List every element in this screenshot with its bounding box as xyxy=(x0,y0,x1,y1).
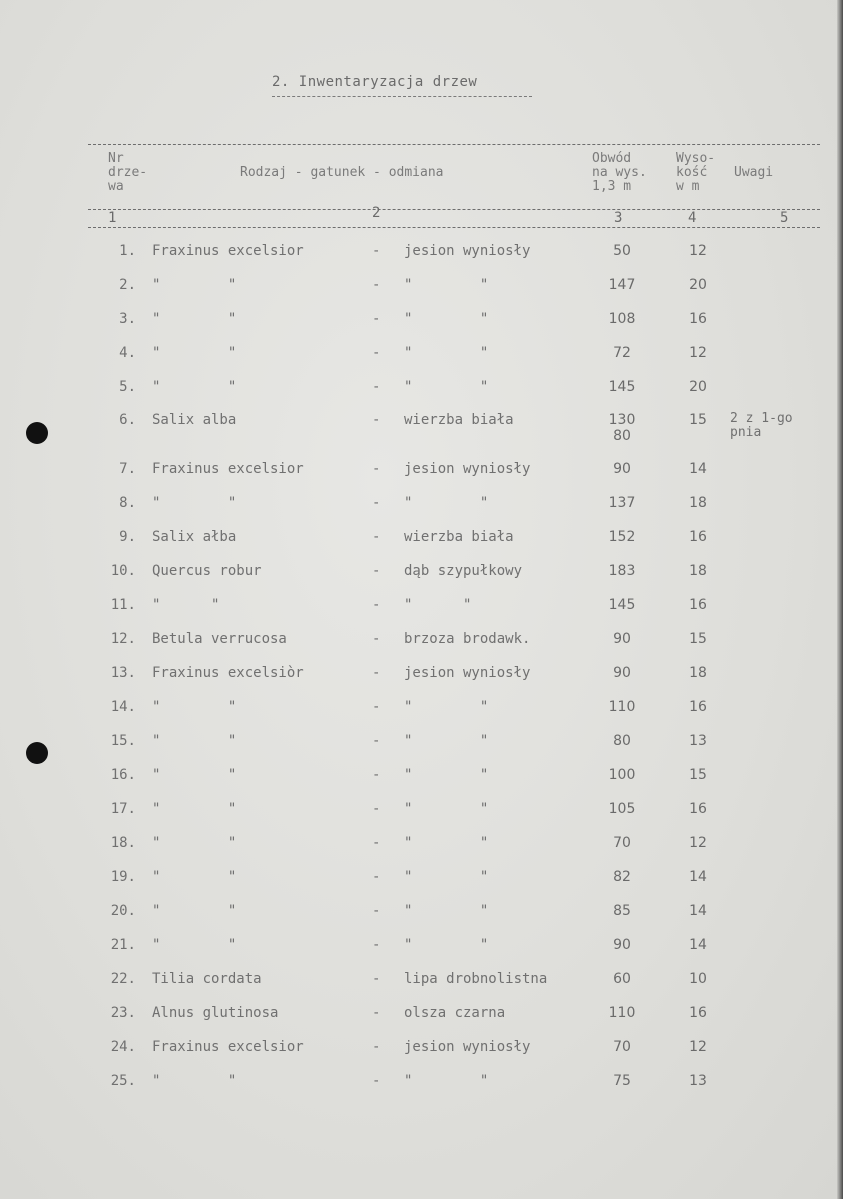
circumference-value: 152 xyxy=(608,529,636,545)
latin-name: Quercus robur xyxy=(152,563,262,579)
tree-number: 2. xyxy=(119,277,136,293)
circumference-value: 110 xyxy=(608,699,636,715)
polish-name: dąb szypułkowy xyxy=(404,563,523,579)
polish-name: " " xyxy=(404,699,489,715)
circumference-value: 75 xyxy=(613,1073,631,1089)
tree-number: 9. xyxy=(119,529,136,545)
polish-name: " " xyxy=(404,379,489,395)
separator-dash: - xyxy=(372,903,381,919)
latin-name: " " xyxy=(152,495,237,511)
separator-dash: - xyxy=(372,699,381,715)
header-tree-number: Nr drze- wa xyxy=(108,151,148,194)
separator-dash: - xyxy=(372,1073,381,1089)
tree-number: 5. xyxy=(119,379,136,395)
separator-dash: - xyxy=(372,311,381,327)
remarks-value: 2 z 1-go pnia xyxy=(730,411,793,440)
height-value: 15 xyxy=(689,412,707,428)
tree-number: 13. xyxy=(110,665,136,681)
height-value: 20 xyxy=(689,379,707,395)
circumference-value: 72 xyxy=(613,345,631,361)
tree-number: 19. xyxy=(110,869,136,885)
height-value: 15 xyxy=(689,767,707,783)
latin-name: Fraxinus excelsior xyxy=(152,461,304,477)
polish-name: " " xyxy=(404,597,472,613)
circumference-value: 137 xyxy=(608,495,636,511)
height-value: 12 xyxy=(689,1039,707,1055)
circumference-value: 50 xyxy=(613,243,631,259)
height-value: 20 xyxy=(689,277,707,293)
separator-dash: - xyxy=(372,563,381,579)
column-number-3: 3 xyxy=(614,210,623,226)
separator-dash: - xyxy=(372,733,381,749)
circumference-value: 110 xyxy=(608,1005,636,1021)
column-number-2: 2 xyxy=(372,205,381,221)
circumference-value: 60 xyxy=(613,971,631,987)
circumference-value: 130 80 xyxy=(608,412,636,444)
tree-number: 15. xyxy=(110,733,136,749)
height-value: 18 xyxy=(689,563,707,579)
polish-name: jesion wyniosły xyxy=(404,1039,531,1055)
table-top-rule xyxy=(88,144,820,145)
tree-number: 4. xyxy=(119,345,136,361)
circumference-value: 70 xyxy=(613,835,631,851)
polish-name: jesion wyniosły xyxy=(404,461,531,477)
header-species: Rodzaj - gatunek - odmiana xyxy=(240,165,444,180)
polish-name: " " xyxy=(404,869,489,885)
polish-name: " " xyxy=(404,835,489,851)
tree-number: 23. xyxy=(110,1005,136,1021)
separator-dash: - xyxy=(372,277,381,293)
height-value: 12 xyxy=(689,835,707,851)
header-circumference: Obwód na wys. 1,3 m xyxy=(592,151,647,194)
header-rule-lower xyxy=(88,227,820,228)
circumference-value: 70 xyxy=(613,1039,631,1055)
tree-number: 7. xyxy=(119,461,136,477)
height-value: 14 xyxy=(689,461,707,477)
latin-name: " " xyxy=(152,937,237,953)
tree-number: 1. xyxy=(119,243,136,259)
height-value: 12 xyxy=(689,345,707,361)
height-value: 16 xyxy=(689,529,707,545)
height-value: 14 xyxy=(689,937,707,953)
header-height: Wyso- kość w m xyxy=(676,151,716,194)
tree-number: 20. xyxy=(110,903,136,919)
polish-name: jesion wyniosły xyxy=(404,665,531,681)
latin-name: Alnus glutinosa xyxy=(152,1005,279,1021)
latin-name: " " xyxy=(152,1073,237,1089)
polish-name: brzoza brodawk. xyxy=(404,631,531,647)
polish-name: " " xyxy=(404,1073,489,1089)
polish-name: wierzba biała xyxy=(404,412,514,428)
header-remarks: Uwagi xyxy=(734,165,774,180)
separator-dash: - xyxy=(372,495,381,511)
separator-dash: - xyxy=(372,801,381,817)
tree-number: 6. xyxy=(119,412,136,428)
tree-number: 11. xyxy=(110,597,136,613)
header-rule-upper xyxy=(88,209,820,210)
height-value: 12 xyxy=(689,243,707,259)
circumference-value: 90 xyxy=(613,665,631,681)
tree-number: 18. xyxy=(110,835,136,851)
separator-dash: - xyxy=(372,345,381,361)
latin-name: Salix ałba xyxy=(152,529,237,545)
title-underline xyxy=(272,96,532,97)
separator-dash: - xyxy=(372,461,381,477)
polish-name: " " xyxy=(404,277,489,293)
separator-dash: - xyxy=(372,1005,381,1021)
height-value: 16 xyxy=(689,801,707,817)
tree-number: 17. xyxy=(110,801,136,817)
latin-name: Fraxinus excelsior xyxy=(152,1039,304,1055)
latin-name: " " xyxy=(152,345,237,361)
polish-name: " " xyxy=(404,937,489,953)
latin-name: " " xyxy=(152,311,237,327)
separator-dash: - xyxy=(372,243,381,259)
latin-name: " " xyxy=(152,597,220,613)
tree-number: 25. xyxy=(110,1073,136,1089)
separator-dash: - xyxy=(372,529,381,545)
column-number-1: 1 xyxy=(108,210,117,226)
separator-dash: - xyxy=(372,869,381,885)
polish-name: " " xyxy=(404,733,489,749)
punch-hole-top xyxy=(26,422,48,444)
column-number-5: 5 xyxy=(780,210,789,226)
tree-number: 16. xyxy=(110,767,136,783)
polish-name: " " xyxy=(404,345,489,361)
circumference-value: 147 xyxy=(608,277,636,293)
circumference-value: 108 xyxy=(608,311,636,327)
circumference-value: 90 xyxy=(613,937,631,953)
tree-number: 24. xyxy=(110,1039,136,1055)
polish-name: " " xyxy=(404,495,489,511)
latin-name: " " xyxy=(152,277,237,293)
circumference-value: 145 xyxy=(608,597,636,613)
circumference-value: 105 xyxy=(608,801,636,817)
latin-name: " " xyxy=(152,801,237,817)
latin-name: " " xyxy=(152,903,237,919)
height-value: 16 xyxy=(689,597,707,613)
height-value: 15 xyxy=(689,631,707,647)
separator-dash: - xyxy=(372,767,381,783)
latin-name: Fraxinus excelsior xyxy=(152,243,304,259)
height-value: 16 xyxy=(689,1005,707,1021)
circumference-value: 82 xyxy=(613,869,631,885)
separator-dash: - xyxy=(372,835,381,851)
circumference-value: 80 xyxy=(613,733,631,749)
tree-number: 12. xyxy=(110,631,136,647)
polish-name: " " xyxy=(404,801,489,817)
separator-dash: - xyxy=(372,1039,381,1055)
tree-number: 22. xyxy=(110,971,136,987)
latin-name: " " xyxy=(152,767,237,783)
latin-name: Salix alba xyxy=(152,412,237,428)
height-value: 18 xyxy=(689,495,707,511)
latin-name: " " xyxy=(152,835,237,851)
separator-dash: - xyxy=(372,665,381,681)
page-edge-shadow xyxy=(837,0,843,1199)
latin-name: Fraxinus excelsiòr xyxy=(152,665,304,681)
tree-number: 3. xyxy=(119,311,136,327)
height-value: 16 xyxy=(689,699,707,715)
latin-name: " " xyxy=(152,699,237,715)
circumference-value: 100 xyxy=(608,767,636,783)
polish-name: jesion wyniosły xyxy=(404,243,531,259)
latin-name: " " xyxy=(152,869,237,885)
tree-number: 14. xyxy=(110,699,136,715)
polish-name: " " xyxy=(404,903,489,919)
circumference-value: 85 xyxy=(613,903,631,919)
height-value: 18 xyxy=(689,665,707,681)
tree-number: 21. xyxy=(110,937,136,953)
latin-name: Tilia cordata xyxy=(152,971,262,987)
separator-dash: - xyxy=(372,631,381,647)
height-value: 16 xyxy=(689,311,707,327)
polish-name: " " xyxy=(404,311,489,327)
polish-name: lipa drobnolistna xyxy=(404,971,548,987)
latin-name: Betula verrucosa xyxy=(152,631,287,647)
circumference-value: 90 xyxy=(613,631,631,647)
polish-name: olsza czarna xyxy=(404,1005,506,1021)
tree-number: 8. xyxy=(119,495,136,511)
latin-name: " " xyxy=(152,379,237,395)
circumference-value: 183 xyxy=(608,563,636,579)
polish-name: wierzba biała xyxy=(404,529,514,545)
height-value: 10 xyxy=(689,971,707,987)
tree-number: 10. xyxy=(110,563,136,579)
height-value: 14 xyxy=(689,903,707,919)
latin-name: " " xyxy=(152,733,237,749)
punch-hole-bottom xyxy=(26,742,48,764)
height-value: 13 xyxy=(689,733,707,749)
separator-dash: - xyxy=(372,971,381,987)
separator-dash: - xyxy=(372,597,381,613)
circumference-value: 90 xyxy=(613,461,631,477)
column-number-4: 4 xyxy=(688,210,697,226)
separator-dash: - xyxy=(372,937,381,953)
separator-dash: - xyxy=(372,379,381,395)
circumference-value: 145 xyxy=(608,379,636,395)
height-value: 13 xyxy=(689,1073,707,1089)
height-value: 14 xyxy=(689,869,707,885)
page-title: 2. Inwentaryzacja drzew xyxy=(272,74,478,90)
separator-dash: - xyxy=(372,412,381,428)
polish-name: " " xyxy=(404,767,489,783)
